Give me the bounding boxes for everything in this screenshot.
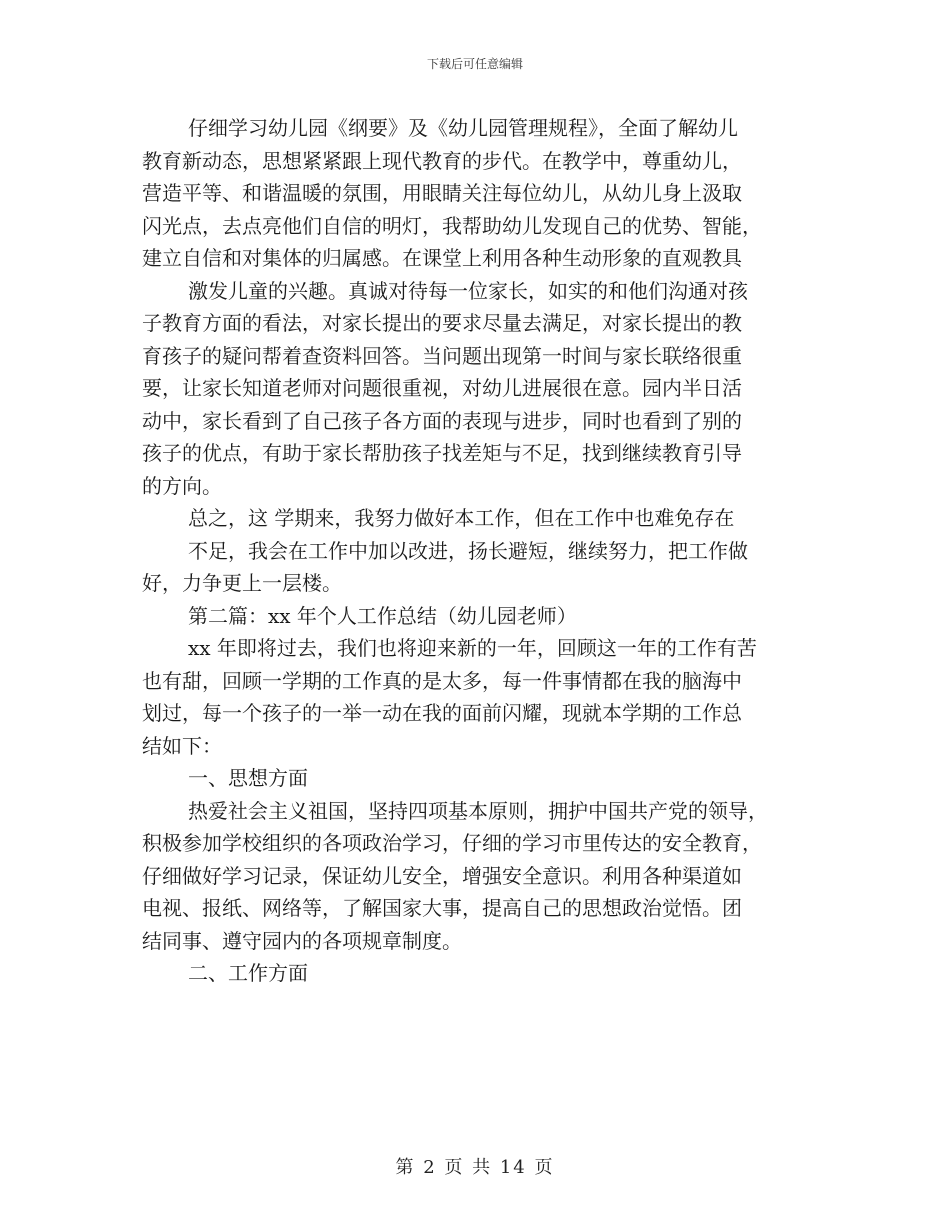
text-line: 好，力争更上一层楼。 [142,571,342,595]
text-line: 营造平等、和谐温暖的氛围，用眼睛关注每位幼儿，从幼儿身上汲取 [142,181,742,205]
text-line: xx 年即将过去，我们也将迎来新的一年，回顾这一年的工作有苦 [188,636,757,660]
text-line: 总之，这 学期来，我努力做好本工作，但在工作中也难免存在 [188,506,735,530]
text-line: 积极参加学校组织的各项政治学习，仔细的学习市里传达的安全教育， [142,831,762,855]
text-line: 结同事、遵守园内的各项规章制度。 [142,928,462,953]
text-line: 的方向。 [142,473,222,498]
text-line: 育孩子的疑问帮着查资料回答。当问题出现第一时间与家长联络很重 [142,343,742,368]
text-line: 闪光点，去点亮他们自信的明灯，我帮助幼儿发现自己的优势、智能， [142,213,762,238]
text-line: 也有甜，回顾一学期的工作真的是太多，每一件事情都在我的脑海中 [142,668,742,693]
document-body [142,112,812,990]
text-line: 子教育方面的看法，对家长提出的要求尽量去满足，对家长提出的教 [142,311,742,335]
text-line: 激发儿童的兴趣。真诚对待每一位家长，如实的和他们沟通对孩 [188,278,748,303]
text-line: 一、思想方面 [188,766,308,790]
text-line: 第二篇：xx 年个人工作总结（幼儿园老师） [188,603,577,628]
text-line: 电视、报纸、网络等，了解国家大事，提高自己的思想政治觉悟。团 [142,896,742,920]
text-line: 不足，我会在工作中加以改进，扬长避短，继续努力，把工作做 [188,538,748,563]
text-line: 二、工作方面 [188,961,308,985]
text-line: 结如下： [142,733,222,758]
text-line: 划过，每一个孩子的一举一动在我的面前闪耀，现就本学期的工作总 [142,701,742,725]
text-line: 仔细做好学习记录，保证幼儿安全，增强安全意识。利用各种渠道如 [142,863,742,888]
page-number: 第 2 页 共 14 页 [395,1157,555,1178]
text-line: 教育新动态，思想紧紧跟上现代教育的步代。在教学中，尊重幼儿， [142,148,742,173]
text-line: 热爱社会主义祖国，坚持四项基本原则，拥护中国共产党的领导， [188,798,768,823]
page-header-note: 下载后可任意编辑 [426,57,523,71]
text-line: 孩子的优点，有助于家长帮肋孩子找差矩与不足，找到继续教育引导 [142,441,742,465]
text-line: 动中，家长看到了自己孩子各方面的表现与进步，同时也看到了别的 [142,408,742,433]
text-line: 仔细学习幼儿园《纲要》及《幼儿园管理规程》，全面了解幼儿 [188,116,738,140]
text-line: 要，让家长知道老师对问题很重视，对幼儿进展很在意。园内半日活 [142,376,742,400]
text-line: 建立自信和对集体的归属感。在课堂上利用各种生动形象的直观教具 [142,246,742,270]
